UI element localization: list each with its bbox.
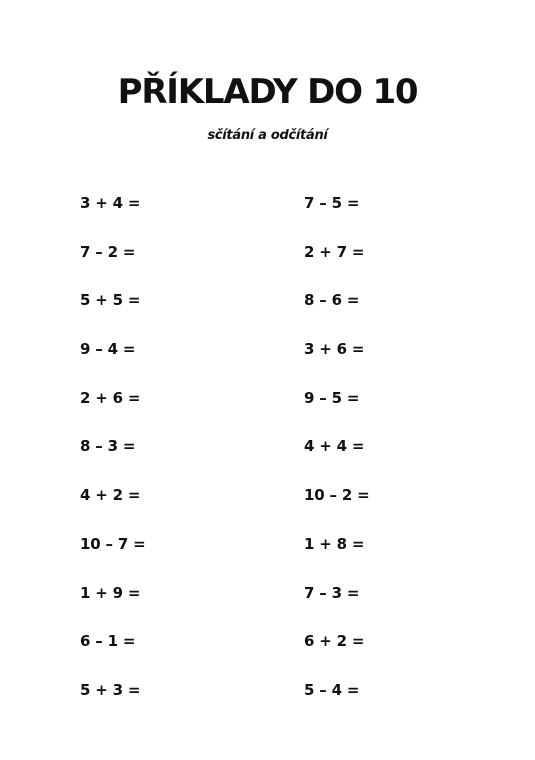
math-problem: 4 + 4 = (304, 437, 365, 456)
math-problem: 1 + 9 = (80, 583, 141, 602)
math-problem: 7 – 3 = (304, 583, 360, 602)
math-problem: 10 – 7 = (80, 534, 146, 553)
math-problem: 8 – 6 = (304, 291, 360, 310)
math-problem: 6 + 2 = (304, 632, 365, 651)
page-subtitle: sčítání a odčítání (207, 128, 328, 143)
math-problem: 9 – 4 = (80, 340, 136, 359)
page-title: PŘÍKLADY DO 10 (117, 72, 418, 112)
math-problem: 2 + 6 = (80, 388, 141, 407)
math-problem: 6 – 1 = (80, 632, 136, 651)
math-problem: 9 – 5 = (304, 388, 360, 407)
math-problem: 8 – 3 = (80, 437, 136, 456)
math-problem: 2 + 7 = (304, 242, 365, 261)
problem-column-left (80, 190, 145, 726)
math-problem: 4 + 2 = (80, 486, 141, 505)
math-problem: 10 – 2 = (304, 486, 370, 505)
math-problem: 5 + 5 = (80, 291, 141, 310)
math-problem: 7 – 5 = (304, 194, 360, 212)
math-problem: 1 + 8 = (304, 534, 365, 553)
math-problem: 5 – 4 = (304, 680, 360, 699)
math-problem: 3 + 4 = (80, 194, 141, 212)
problem-column-right (304, 190, 369, 726)
math-problem: 3 + 6 = (304, 340, 365, 359)
math-problem: 5 + 3 = (80, 680, 141, 699)
math-problem: 7 – 2 = (80, 242, 136, 261)
